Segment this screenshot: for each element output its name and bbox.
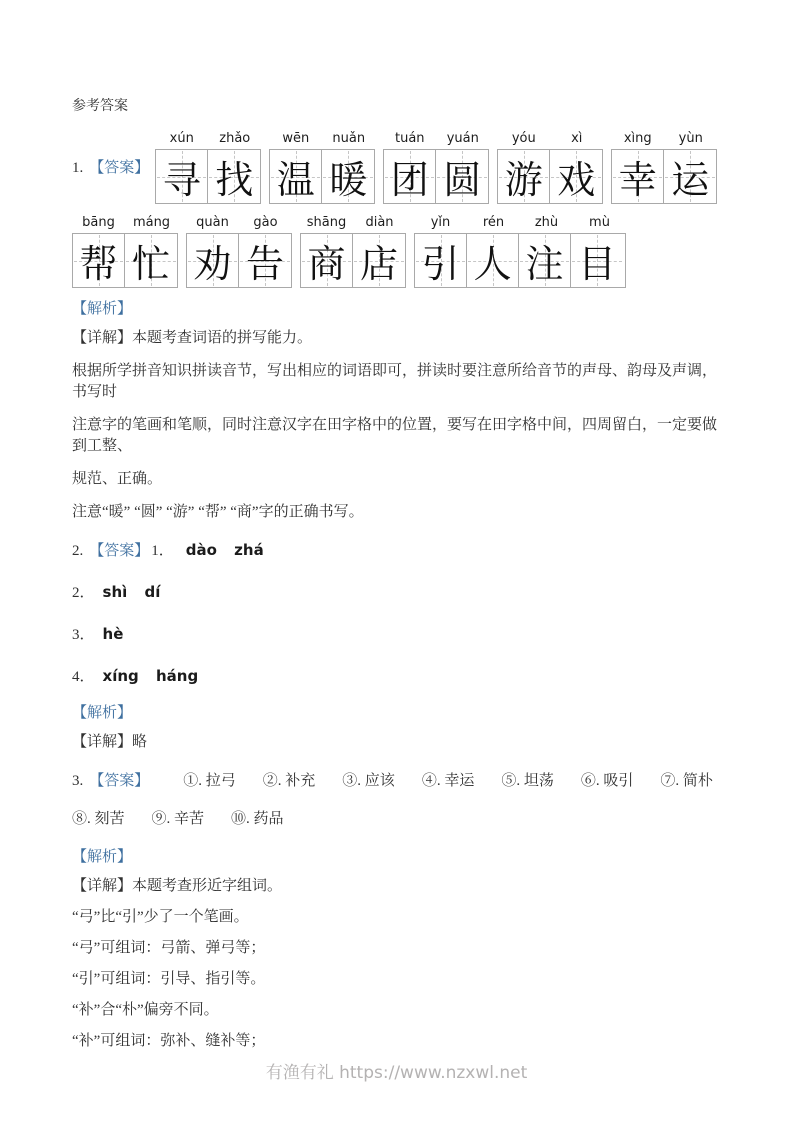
- q2-analysis-label: 【解析】: [72, 705, 133, 721]
- q3-analysis-section: [72, 830, 728, 1052]
- tianzige-cell: [208, 150, 260, 203]
- pinyin-syllable: nuǎn: [332, 131, 366, 146]
- hanzi-character: 暖: [329, 158, 368, 202]
- item-number: 3．: [72, 627, 95, 643]
- pinyin-syllable: xún: [169, 131, 194, 146]
- pinyin-syllable: xì: [571, 131, 583, 146]
- tianzige-cell: [436, 150, 488, 203]
- word-group: [414, 215, 626, 288]
- q3-analysis-label: 【解析】: [72, 849, 133, 865]
- tianzige-cell: [664, 150, 716, 203]
- pinyin-row: [72, 215, 178, 231]
- hanzi-character: 人: [473, 242, 512, 286]
- tianzige-cell: [239, 234, 291, 287]
- pinyin-syllable: tuán: [394, 131, 425, 146]
- hanzi-character: 劝: [193, 242, 232, 286]
- hanzi-character: 游: [504, 158, 543, 202]
- tianzige-cell: [156, 150, 208, 203]
- pinyin-syllable: yóu: [511, 131, 536, 146]
- tianzige-cell: [73, 234, 125, 287]
- answer-item: ⑤. 坦荡: [501, 773, 554, 789]
- q1-analysis-lines: [72, 328, 728, 523]
- pinyin-syllable: gào: [253, 215, 278, 230]
- q3-answer-row: [72, 770, 728, 792]
- tianzige-cell: [384, 150, 436, 203]
- pinyin-syllable: bāng: [82, 215, 115, 230]
- footer-site-link: 有渔有礼 https://www.nzxwl.net: [265, 1063, 528, 1083]
- q2-answer-row: [72, 539, 728, 562]
- tianzige-row: [497, 149, 603, 204]
- tianzige-row: [72, 233, 178, 288]
- q2-answer-label: 【答案】: [89, 543, 150, 559]
- tianzige-cell: [519, 234, 571, 287]
- hanzi-character: 商: [307, 242, 346, 286]
- tianzige-cell: [125, 234, 177, 287]
- q3-items-line-2: [72, 808, 728, 830]
- analysis-line: “补”可组词：弥补、缝补等；: [72, 1033, 266, 1049]
- q3-number: 3.: [72, 773, 84, 789]
- tianzige-row: [186, 233, 292, 288]
- hanzi-character: 团: [390, 158, 429, 202]
- analysis-line: “补”合“朴”偏旁不同。: [72, 1002, 219, 1018]
- tianzige-cell: [498, 150, 550, 203]
- tianzige-row: [414, 233, 626, 288]
- q3-items-line-1: [183, 770, 713, 792]
- pinyin-answer-row: [72, 665, 728, 688]
- pinyin-row: [155, 131, 261, 147]
- q1-answer-row-2: [72, 215, 728, 288]
- q2-number: 2.: [72, 543, 84, 559]
- q2-analysis-lines: [72, 732, 728, 753]
- word-group: [269, 131, 375, 204]
- pinyin-syllable: mù: [589, 215, 610, 230]
- pinyin-row: [383, 131, 489, 147]
- page-content: [72, 97, 728, 1062]
- tianzige-cell: [571, 234, 623, 287]
- hanzi-character: 注: [525, 242, 564, 286]
- tianzige-cell: [353, 234, 405, 287]
- answer-item: ①. 拉弓: [183, 773, 236, 789]
- answer-item: ⑧. 刻苦: [72, 811, 125, 827]
- answer-item: ②. 补充: [262, 773, 316, 789]
- hanzi-character: 戏: [557, 158, 596, 202]
- pinyin-syllable: quàn: [196, 215, 229, 230]
- pinyin-syllable: yùn: [678, 131, 703, 146]
- q1-answer-row-1: [72, 131, 728, 204]
- hanzi-character: 找: [215, 158, 254, 202]
- hanzi-character: 忙: [131, 242, 170, 286]
- word-group: [300, 215, 406, 288]
- q3-analysis-lines: [72, 876, 728, 1052]
- hanzi-character: 圆: [443, 158, 482, 202]
- analysis-line: 【详解】略: [72, 734, 148, 750]
- analysis-line: 注意字的笔画和笔顺，同时注意汉字在田字格中的位置，要写在田字格中间，四周留白，一定要做到工整、: [72, 417, 718, 454]
- pinyin-syllable: yǐn: [430, 215, 451, 230]
- hanzi-character: 幸: [618, 158, 657, 202]
- analysis-line: “弓”比“引”少了一个笔画。: [72, 909, 249, 925]
- hanzi-character: 帮: [79, 242, 118, 286]
- pinyin-answer: hè: [102, 625, 124, 643]
- tianzige-cell: [550, 150, 602, 203]
- tianzige-cell: [467, 234, 519, 287]
- answer-item: ⑨. 辛苦: [151, 811, 205, 827]
- hanzi-character: 寻: [162, 158, 201, 202]
- pinyin-syllable: shāng: [306, 215, 347, 230]
- pinyin-syllable: yuán: [446, 131, 479, 146]
- word-group: [72, 215, 178, 288]
- pinyin-syllable: wēn: [282, 131, 310, 146]
- q1-grid-row-1: [155, 131, 717, 204]
- pinyin-answer: shì dí: [102, 583, 161, 601]
- q1-analysis-section: [72, 288, 728, 523]
- answer-item: ⑥. 吸引: [580, 773, 634, 789]
- pinyin-answer-row: [72, 581, 728, 604]
- word-group: [155, 131, 261, 204]
- item-number: 4．: [72, 669, 95, 685]
- tianzige-cell: [187, 234, 239, 287]
- pinyin-syllable: máng: [132, 215, 171, 230]
- item-number: 1．: [151, 543, 174, 559]
- hanzi-character: 告: [245, 242, 284, 286]
- answer-item: ⑦. 简朴: [660, 773, 713, 789]
- answer-item: ③. 应该: [342, 773, 395, 789]
- analysis-line: 规范、正确。: [72, 471, 163, 487]
- analysis-line: “弓”可组词：弓箭、弹弓等；: [72, 940, 266, 956]
- tianzige-row: [383, 149, 489, 204]
- tianzige-cell: [612, 150, 664, 203]
- pinyin-syllable: zhǎo: [219, 131, 251, 146]
- tianzige-row: [300, 233, 406, 288]
- pinyin-answer: dào zhá: [185, 541, 264, 559]
- q3-answer-label: 【答案】: [89, 773, 150, 789]
- pinyin-row: [497, 131, 603, 147]
- q1-answer-label: 【答案】: [89, 159, 150, 176]
- analysis-line: 注意“暖” “圆” “游” “帮” “商”字的正确书写。: [72, 504, 364, 520]
- tianzige-cell: [322, 150, 374, 203]
- pinyin-syllable: rén: [482, 215, 505, 230]
- hanzi-character: 目: [577, 242, 616, 286]
- pinyin-row: [186, 215, 292, 231]
- tianzige-row: [611, 149, 717, 204]
- page-title: 参考答案: [72, 99, 128, 114]
- tianzige-cell: [415, 234, 467, 287]
- q2-item-1: [151, 539, 263, 562]
- q2-analysis-section: [72, 688, 728, 753]
- hanzi-character: 运: [671, 158, 710, 202]
- analysis-line: 【详解】本题考查形近字组词。: [72, 878, 283, 894]
- analysis-line: “引”可组词：引导、指引等。: [72, 971, 266, 987]
- word-group: [497, 131, 603, 204]
- tianzige-row: [269, 149, 375, 204]
- pinyin-syllable: diàn: [365, 215, 394, 230]
- word-group: [611, 131, 717, 204]
- pinyin-syllable: zhù: [534, 215, 559, 230]
- answer-item: ⑩. 药品: [231, 811, 284, 827]
- tianzige-row: [155, 149, 261, 204]
- q2-answer-items: [72, 581, 728, 688]
- pinyin-answer: xíng háng: [102, 667, 199, 685]
- hanzi-character: 温: [276, 158, 315, 202]
- analysis-line: 【详解】本题考查词语的拼写能力。: [72, 330, 313, 346]
- word-group: [383, 131, 489, 204]
- analysis-line: 根据所学拼音知识拼读音节，写出相应的词语即可，拼读时要注意所给音节的声母、韵母及声调，书写时: [72, 363, 718, 400]
- answer-item: ④. 幸运: [421, 773, 475, 789]
- tianzige-cell: [270, 150, 322, 203]
- q1-analysis-label: 【解析】: [72, 301, 133, 317]
- item-number: 2．: [72, 585, 95, 601]
- pinyin-row: [414, 215, 626, 231]
- pinyin-answer-row: [72, 623, 728, 646]
- hanzi-character: 店: [359, 242, 398, 286]
- pinyin-row: [611, 131, 717, 147]
- word-group: [186, 215, 292, 288]
- pinyin-syllable: xìng: [623, 131, 652, 146]
- q1-number: 1.: [72, 159, 84, 176]
- q1-grid-row-2: [72, 215, 626, 288]
- pinyin-row: [269, 131, 375, 147]
- hanzi-character: 引: [421, 242, 460, 286]
- tianzige-cell: [301, 234, 353, 287]
- watermark-footer: [0, 1058, 793, 1083]
- pinyin-row: [300, 215, 406, 231]
